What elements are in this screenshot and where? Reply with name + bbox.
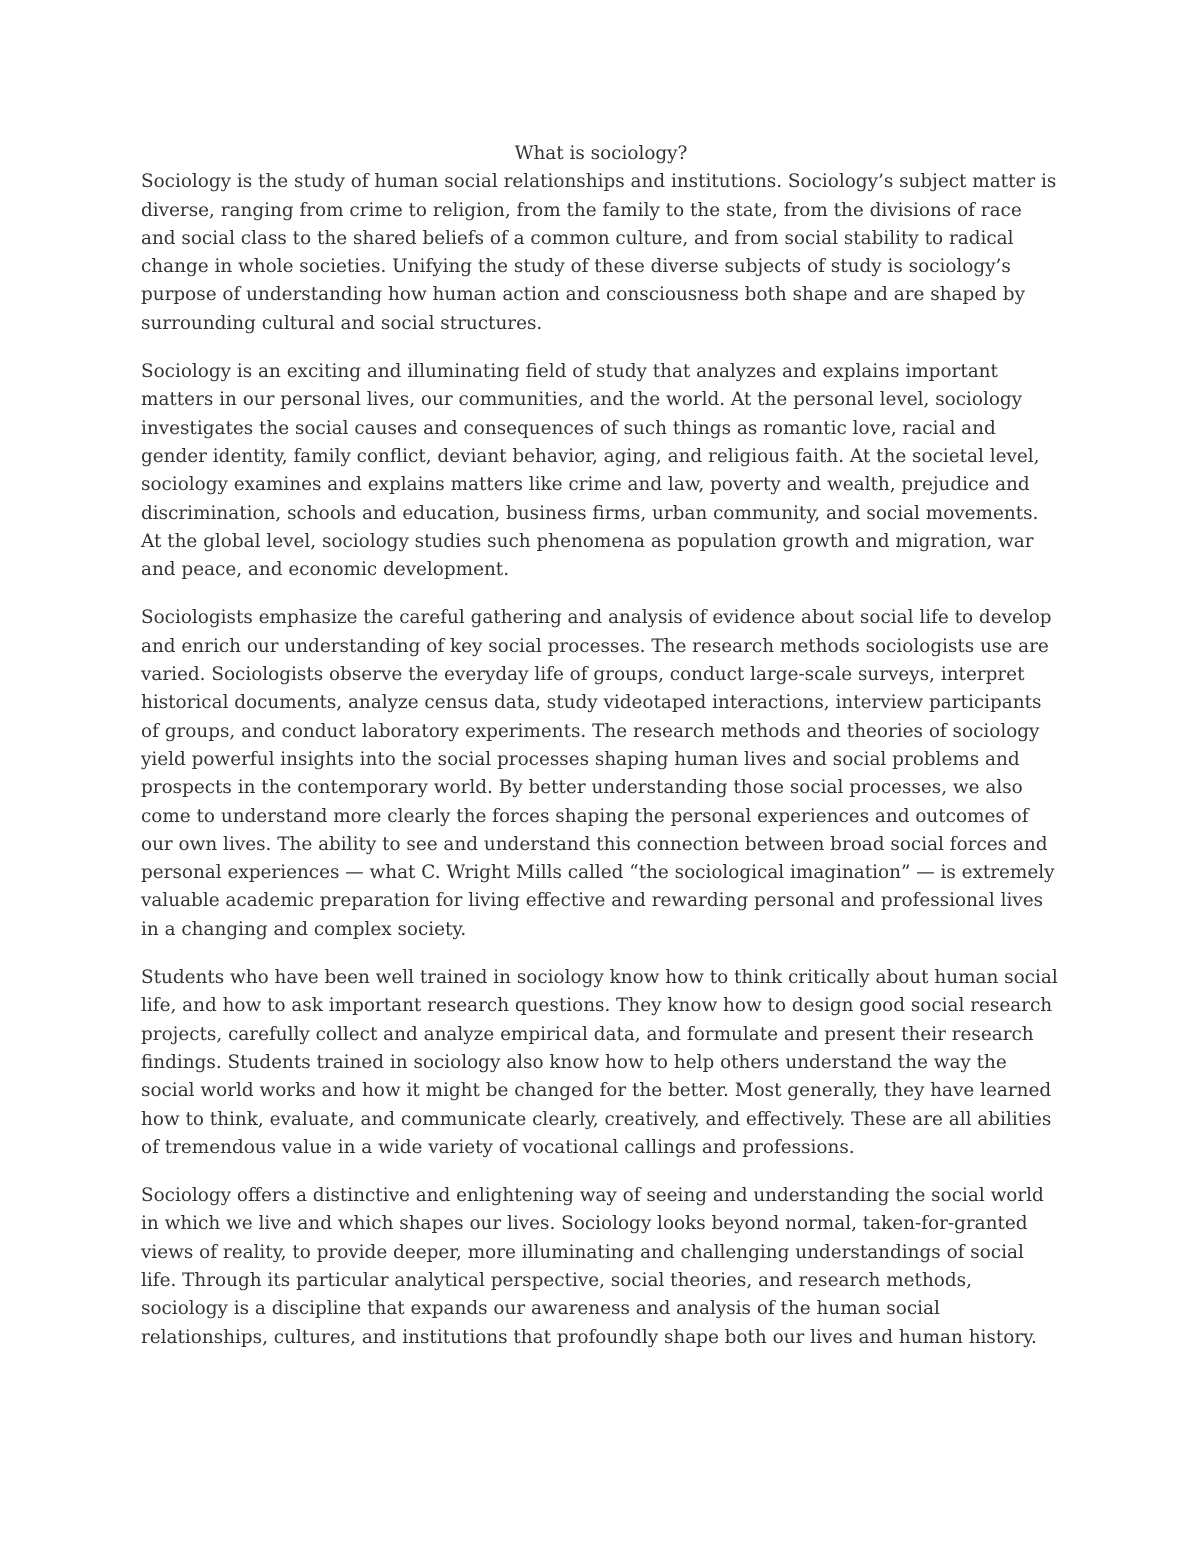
document-title: What is sociology? (514, 143, 688, 164)
paragraph-students: Students who have been well trained in sociology know how to think critically about human social life, and how to ask important research questions. They know how to design good social research projects, carefully collect and analyze empirical data, and formulate and present their research findings. Students trained in sociology also know how to help others understand the way the social world works and how it might be changed for the better. Most generally, they have learned how to think, evaluate, and communicate clearly, creatively, and effectively. These are all abilities of tremendous value in a wide variety of vocational callings and professions. (141, 967, 1058, 1158)
paragraph-perspective: Sociology offers a distinctive and enlightening way of seeing and understanding the social world in which we live and which shapes our lives. Sociology looks beyond normal, taken-for-granted views of reality, to provide deeper, more illuminating and challenging understandings of social life. Through its particular analytical perspective, social theories, and research methods, sociology is a discipline that expands our awareness and analysis of the human social relationships, cultures, and institutions that profoundly shape both our lives and human history. (141, 1185, 1044, 1348)
paragraph-scope: Sociology is an exciting and illuminating field of study that analyzes and explains important matters in our personal lives, our communities, and the world. At the personal level, sociology investigates the social causes and consequences of such things as romantic love, racial and gender identity, family conflict, deviant behavior, aging, and religious faith. At the societal level, sociology examines and explains matters like crime and law, poverty and wealth, prejudice and discrimination, schools and education, business firms, urban community, and social movements. At the global level, sociology studies such phenomena as population growth and migration, war and peace, and economic development. (141, 361, 1040, 581)
paragraph-definition: Sociology is the study of human social relationships and institutions. Sociology’s subject matter is diverse, ranging from crime to religion, from the family to the state, from the divisions of race and social class to the shared beliefs of a common culture, and from social stability to radical change in whole societies. Unifying the study of these diverse subjects of study is sociology’s purpose of understanding how human action and consciousness both shape and are shaped by surrounding cultural and social structures. (141, 171, 1057, 334)
paragraph-methods: Sociologists emphasize the careful gathering and analysis of evidence about social life to develop and enrich our understanding of key social processes. The research methods sociologists use are varied. Sociologists observe the everyday life of groups, conduct large-scale surveys, interpret historical documents, analyze census data, study videotaped interactions, interview participants of groups, and conduct laboratory experiments. The research methods and theories of sociology yield powerful insights into the social processes shaping human lives and social problems and prospects in the contemporary world. By better understanding those social processes, we also come to understand more clearly the forces shaping the personal experiences and outcomes of our own lives. The ability to see and understand this connection between broad social forces and personal experiences — what C. Wright Mills called “the sociological imagination” — is extremely valuable academic preparation for living effective and rewarding personal and professional lives in a changing and complex society. (141, 607, 1055, 940)
document-body (141, 140, 1061, 1372)
